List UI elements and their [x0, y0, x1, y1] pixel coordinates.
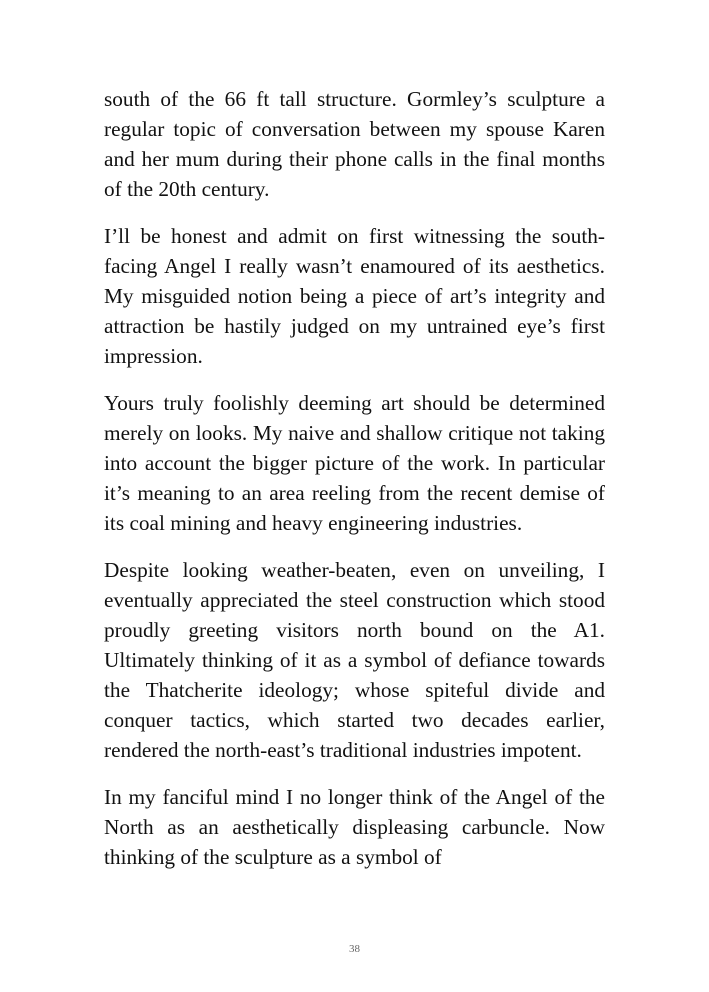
body-text	[104, 84, 605, 889]
paragraph-3: Yours truly foolishly deeming art should be determined merely on looks. My naive and shallow critique not taking into account the bigger picture of the work. In particular it’s meaning to an area reeling from the recent demise of its coal mining and heavy engineering industries.	[104, 391, 605, 535]
paragraph-5: In my fanciful mind I no longer think of the Angel of the North as an aesthetically displeasing carbuncle. Now thinking of the sculpture as a symbol of	[104, 785, 605, 869]
page-number: 38	[349, 943, 360, 955]
paragraph-1: south of the 66 ft tall structure. Gormley’s sculpture a regular topic of conversation between my spouse Karen and her mum during their phone calls in the final months of the 20th century.	[104, 87, 605, 201]
paragraph-4: Despite looking weather-beaten, even on unveiling, I eventually appreciated the steel construction which stood proudly greeting visitors north bound on the A1. Ultimately thinking of it as a symbol of defiance towards the Thatcherite ideology; whose spiteful divide and conquer tactics, which started two decades earlier, rendered the north-east’s traditional industries impotent.	[104, 558, 605, 762]
paragraph-2: I’ll be honest and admit on first witnessing the south-facing Angel I really wasn’t enamoured of its aesthetics. My misguided notion being a piece of art’s integrity and attraction be hastily judged on my untrained eye’s first impression.	[104, 224, 605, 368]
